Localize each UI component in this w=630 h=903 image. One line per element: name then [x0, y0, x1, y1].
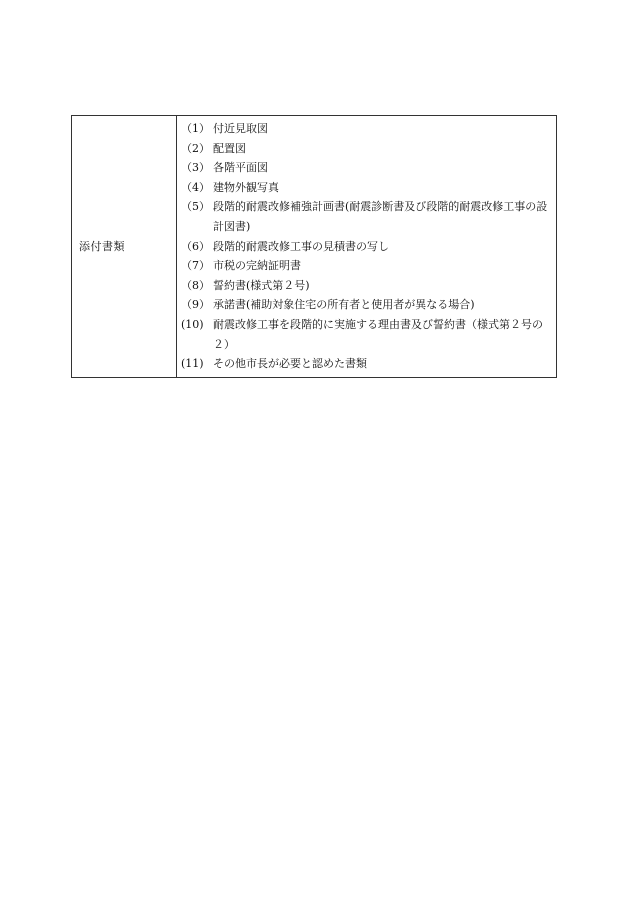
item-text: 配置図 [213, 141, 246, 155]
item-text: 段階的耐震改修工事の見積書の写し [213, 239, 389, 253]
item-number: （2） [181, 141, 210, 155]
list-item [181, 139, 552, 159]
item-number: （9） [181, 298, 210, 312]
item-text: 誓約書(様式第２号) [213, 278, 310, 292]
item-text: 段階的耐震改修補強計画書(耐震診断書及び段階的耐震改修工事の設計図書) [213, 200, 548, 233]
item-number: (11) [181, 357, 204, 371]
item-text: 付近見取図 [213, 122, 268, 135]
item-number: （5） [181, 200, 210, 214]
attachments-list [177, 116, 557, 378]
item-number: （6） [181, 239, 210, 253]
item-text: 承諾書(補助対象住宅の所有者と使用者が異なる場合) [213, 298, 475, 312]
list-item [181, 315, 552, 354]
list-item [181, 158, 552, 178]
list-item [181, 295, 552, 315]
attachments-label: 添付書類 [72, 116, 177, 378]
list-item [181, 276, 552, 296]
attachments-table [71, 115, 557, 378]
item-number: （7） [181, 259, 210, 273]
item-text: 建物外観写真 [213, 180, 279, 194]
list-item [181, 197, 552, 236]
item-text: その他市長が必要と認めた書類 [213, 357, 367, 371]
list-item [181, 178, 552, 198]
item-number: （1） [181, 122, 210, 135]
table-row [72, 116, 557, 378]
item-text: 耐震改修工事を段階的に実施する理由書及び誓約書（様式第２号の２） [213, 317, 543, 351]
list-item [181, 119, 552, 139]
item-text: 市税の完納証明書 [213, 259, 301, 273]
item-number: （8） [181, 278, 210, 292]
item-number: （3） [181, 161, 210, 175]
item-number: （4） [181, 180, 210, 194]
list-item [181, 237, 552, 257]
item-number: (10) [181, 317, 204, 331]
list-item [181, 256, 552, 276]
list-item [181, 354, 552, 374]
item-text: 各階平面図 [213, 161, 268, 175]
